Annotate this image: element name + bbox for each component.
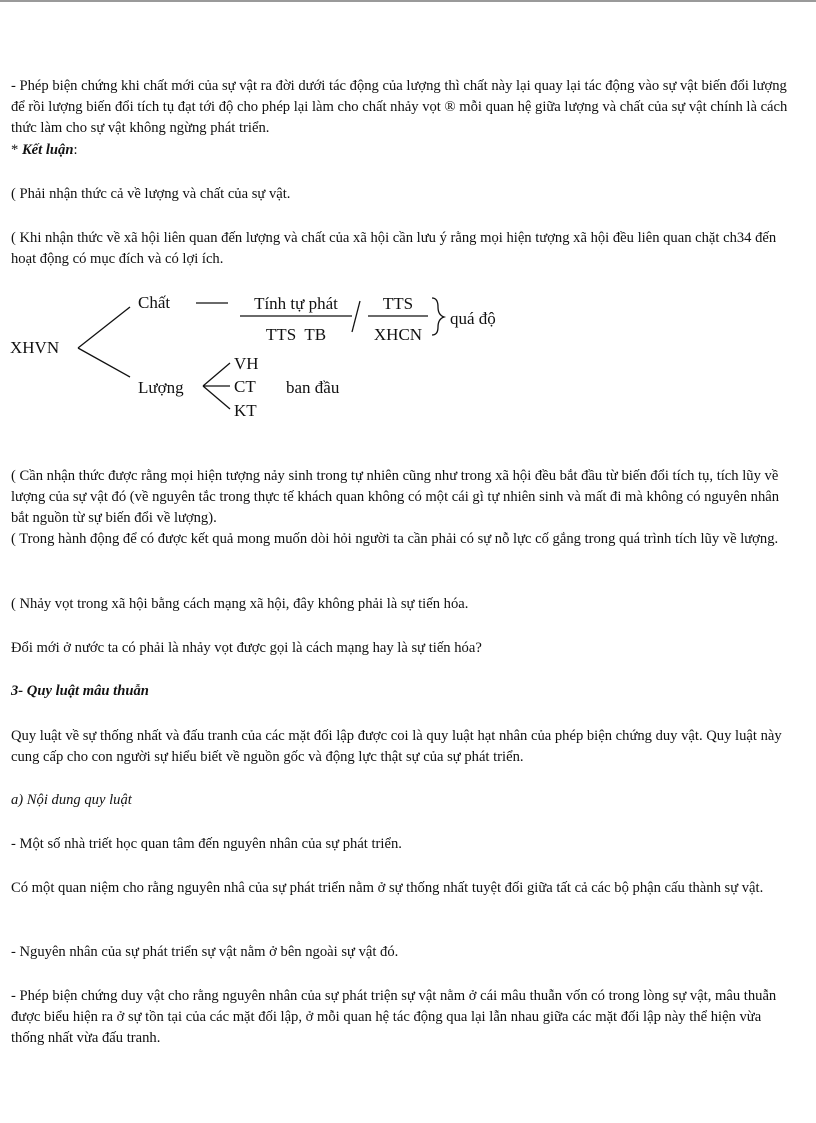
paragraph-effort: ( Trong hành động để có được kết quả mong muốn dòi hỏi người ta cần phải có sự nỗ lực cố gắng trong quá trình tích lũy về lượng.: [11, 531, 779, 547]
leaf-line-kt: [203, 386, 230, 409]
paragraph-dialectic-quantity-quality: - Phép biện chứng khi chất mới của sự vật ra đời dưới tác động của lượng thì chất này lại quay lại tác động vào sự vật biến đổi lượng để rồi lượng biến đổi tích tụ đạt tới độ cho phép lại làm cho chất nhảy vọt ® mỗi quan hệ giữa lượng và chất của sự vật chính là cách thức làm cho sự vật không ngừng phát triển.: [11, 78, 788, 136]
diagram-ban-dau-label: ban đầu: [286, 378, 340, 397]
conclusion-prefix: *: [11, 142, 22, 158]
paragraph-accumulation: ( Cần nhận thức được rằng mọi hiện tượng nảy sinh trong tự nhiên cũng như trong xã hội đều bắt đầu từ biến đổi tích tụ, tích lũy về lượng của sự vật đó (về nguyên tắc trong thực tế khách quan không có một cái gì tự nhiên sinh và mất đi mà không có nguyên nhân bắt nguồn từ sự biến đổi về lượng).: [11, 468, 780, 526]
diagram-root-label: XHVN: [10, 338, 60, 357]
diagram-kt-label: KT: [234, 401, 257, 420]
paragraph-external-cause: - Nguyên nhân của sự phát triển sự vật nằm ở bên ngoài sự vật đó.: [11, 944, 399, 960]
diagram-qua-do-label: quá độ: [450, 309, 496, 328]
right-brace: [432, 298, 444, 335]
top-border: [0, 0, 816, 2]
fraction2-denominator: XHCN: [373, 325, 423, 344]
conclusion-heading: [11, 140, 797, 161]
conclusion-label: Kết luận: [21, 142, 74, 158]
branch-line-luong: [78, 348, 130, 377]
diagram-ct-label: CT: [234, 377, 256, 396]
paragraph-renovation-question: Đổi mới ở nước ta có phải là nhảy vọt được gọi là cách mạng hay là sự tiến hóa?: [11, 640, 482, 656]
branch-line-chat: [78, 307, 130, 348]
leaf-line-vh: [203, 363, 230, 386]
fraction1-denominator: TTS TB: [265, 325, 327, 344]
conclusion-suffix: :: [73, 142, 78, 158]
paragraph-social-awareness: ( Khi nhận thức về xã hội liên quan đến lượng và chất của xã hội cần lưu ý rằng mọi hiện tượng xã hội đều liên quan chặt ch34 đến hoạt động có mục đích và có lợi ích.: [11, 230, 777, 267]
paragraph-philosophers: - Một số nhà triết học quan tâm đến nguyên nhân của sự phát triển.: [11, 836, 402, 852]
diagram-luong-label: Lượng: [138, 378, 184, 397]
fraction2-numerator: TTS: [382, 294, 414, 313]
diagram-chat-label: Chất: [138, 293, 171, 312]
subheading-content: a) Nội dung quy luật: [11, 792, 132, 808]
section-heading-contradiction: 3- Quy luật mâu thuẫn: [11, 683, 149, 699]
paragraph-law-of-unity: Quy luật về sự thống nhất và đấu tranh của các mặt đối lập được coi là quy luật hạt nhân của phép biện chứng duy vật. Quy luật này cung cấp cho con người sự hiểu biết về nguồn gốc và động lực thật sự của sự phát triển.: [11, 728, 782, 765]
fraction1-numerator: Tính tự phát: [254, 294, 338, 313]
diagram-vh-label: VH: [234, 354, 259, 373]
fraction-slash: [352, 301, 360, 332]
paragraph-materialist-dialectics: - Phép biện chứng duy vật cho rằng nguyên nhân của sự phát triện sự vật nằm ở cái mâu thuẫn vốn có trong lòng sự vật, mâu thuẫn được biểu hiện ra ở sự tồn tại của các mặt đối lập, ở mỗi quan hệ tác động qua lại lẫn nhau giữa các mặt đối lập này thể hiện vừa thống nhất vừa đấu tranh.: [11, 988, 777, 1046]
paragraph-leap-revolution: ( Nhảy vọt trong xã hội bằng cách mạng xã hội, đây không phải là sự tiến hóa.: [11, 596, 469, 612]
xhvn-diagram: [0, 285, 560, 425]
paragraph-awareness-quantity-quality: ( Phải nhận thức cả về lượng và chất của sự vật.: [11, 186, 291, 202]
paragraph-absolute-unity: Có một quan niệm cho rằng nguyên nhâ của sự phát triển nằm ở sự thống nhất tuyệt đối giữa tất cả các bộ phận cấu thành sự vật.: [11, 880, 764, 896]
